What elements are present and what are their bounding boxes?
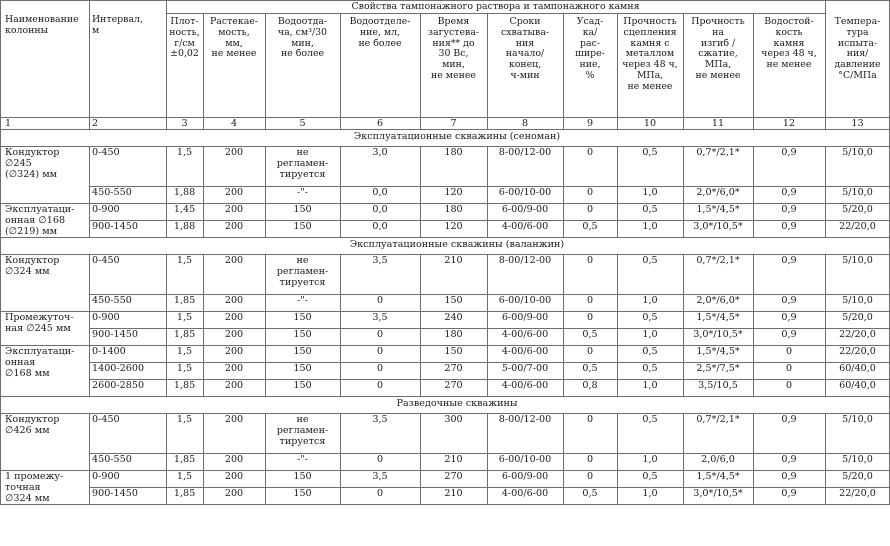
not-regulated-note: тируется (279, 435, 326, 447)
cell-value: 1,5 (176, 471, 193, 482)
cell-value: 0 (785, 363, 793, 374)
cell-value: 0,9 (781, 329, 797, 340)
cell-value: 200 (224, 488, 244, 499)
cell-value: 270 (444, 363, 463, 374)
cell-value: 0,5 (582, 488, 598, 499)
column-name: Эксплуатаци- (5, 346, 75, 357)
header-col-11: сжатие, (698, 48, 738, 60)
header-col-10: металлом (625, 48, 675, 60)
not-regulated-note: не (296, 414, 309, 425)
cell-value: 450-550 (92, 187, 132, 198)
cell-value: 0,0 (372, 221, 388, 232)
column-name: ∅168 мм (5, 367, 50, 379)
header-col-12: не менее (766, 59, 812, 71)
cell-value: 0 (376, 329, 384, 340)
cell-value: 900-1450 (92, 488, 138, 499)
header-col-3: г/см (174, 37, 195, 49)
cell-value: 900-1450 (92, 221, 138, 232)
cell-value: 6-00/9-00 (501, 312, 549, 323)
column-name: Кондуктор (5, 414, 60, 425)
cell-value: 0 (376, 454, 384, 465)
cell-value: 900-1450 (92, 329, 138, 340)
header-col-11: не менее (695, 70, 741, 81)
cell-value: 0-900 (92, 204, 120, 215)
cell-value: 5/10,0 (842, 255, 873, 266)
not-regulated-note: регламен- (276, 424, 329, 436)
header-col-12: кость (775, 26, 803, 38)
column-number: 2 (92, 117, 99, 129)
header-col-3: Плот- (170, 16, 199, 27)
cell-value: 1,0 (642, 187, 658, 198)
cell-value: 0,7*/2,1* (696, 147, 740, 158)
cell-value: 1,0 (642, 329, 658, 340)
cell-value: 6-00/10-00 (498, 295, 552, 306)
cell-value: 1,0 (642, 454, 658, 465)
cell-value: 0,9 (781, 488, 797, 499)
header-col-5: мин, (291, 37, 314, 49)
cell-value: 150 (444, 346, 463, 357)
cell-value: 6-00/9-00 (501, 204, 549, 215)
header-col-11: на (712, 26, 724, 38)
header-col-5: ча, см³/30 (277, 26, 328, 38)
cell-value: 2600-2850 (92, 380, 145, 391)
cell-value: 3,0 (372, 147, 388, 158)
cell-value: 0,5 (582, 329, 598, 340)
cell-value: 22/20,0 (839, 488, 876, 499)
cell-value: 0 (376, 346, 384, 357)
header-col-7: не менее (431, 70, 476, 81)
cell-value: 3,5 (372, 414, 388, 425)
header-col-6: ние, мл, (359, 26, 401, 38)
column-name: (∅219) мм (5, 225, 58, 237)
cell-value: 3,5 (372, 471, 388, 482)
header-col-5: не более (280, 48, 325, 60)
column-number: 11 (711, 117, 725, 129)
cell-value: 300 (444, 414, 463, 425)
cell-value: 0,5 (642, 363, 658, 374)
cell-value: 180 (444, 204, 463, 215)
cell-value: 200 (224, 363, 244, 374)
cell-value: 200 (224, 471, 244, 482)
header-col-10: не менее (627, 80, 673, 92)
cell-value: 200 (224, 295, 244, 306)
cell-value: 5/10,0 (842, 147, 873, 158)
header-col-13: ния/ (846, 48, 869, 60)
header-col-13: °С/МПа (838, 70, 877, 81)
cell-value: 0 (586, 204, 594, 215)
header-group-title: Свойства тампонажного раствора и тампонажного камня (351, 1, 640, 12)
column-name: онная ∅168 (5, 214, 66, 226)
cell-value: 5/20,0 (842, 312, 873, 323)
header-col-7: Время (437, 16, 470, 27)
cell-value: 1,5 (176, 414, 193, 425)
column-number: 10 (643, 117, 657, 129)
cell-value: 120 (444, 187, 463, 198)
cell-value: 0 (586, 295, 594, 306)
cell-value: 0-450 (92, 414, 120, 425)
cell-value: 0 (376, 363, 384, 374)
cell-value: 2,0*/6,0* (696, 187, 740, 198)
header-col-3: ±0,02 (170, 48, 199, 60)
column-number: 1 (5, 117, 12, 129)
cell-value: 0,9 (781, 221, 797, 232)
cell-value: 0 (586, 147, 594, 158)
cell-value: 4-00/6-00 (501, 221, 549, 232)
cell-value: 5-00/7-00 (501, 363, 549, 374)
cell-value: 200 (224, 187, 244, 198)
cell-value: 0,9 (781, 295, 797, 306)
cell-value: 0,9 (781, 147, 797, 158)
cell-value: 200 (224, 329, 244, 340)
header-col-9: ка/ (582, 26, 598, 38)
cell-value: 1,5*/4,5* (696, 471, 740, 482)
cell-value: 150 (444, 295, 463, 306)
header-col-3: ность, (169, 26, 200, 38)
cell-value: 22/20,0 (839, 221, 876, 232)
not-regulated-note: не (296, 147, 309, 158)
cell-value: 8-00/12-00 (498, 414, 552, 425)
cell-value: 1,5 (176, 147, 193, 158)
cell-value: 0,9 (781, 187, 797, 198)
header-col-13: испыта- (837, 37, 878, 49)
cell-value: 3,0*/10,5* (693, 221, 743, 232)
cell-value: 1,0 (642, 380, 658, 391)
cell-value: 22/20,0 (839, 329, 876, 340)
cell-value: 8-00/12-00 (498, 147, 552, 158)
cell-value: 0,5 (642, 204, 658, 215)
not-regulated-note: не (296, 255, 309, 266)
cell-value: 0 (376, 380, 384, 391)
column-number: 4 (230, 117, 238, 129)
cell-value: 210 (444, 488, 463, 499)
cell-value: 0,9 (781, 471, 797, 482)
cell-value: 0 (785, 346, 793, 357)
cell-value: 120 (444, 221, 463, 232)
not-regulated-note: тируется (279, 276, 326, 288)
cell-value: 0 (586, 454, 594, 465)
not-regulated-note: регламен- (276, 157, 329, 169)
cell-value: 240 (444, 312, 463, 323)
header-col-10: МПа, (636, 70, 664, 81)
column-name: ная ∅245 мм (5, 322, 71, 334)
cell-value: 0 (586, 346, 594, 357)
header-col-4: мм, (225, 37, 243, 49)
cell-value: 6-00/10-00 (498, 454, 552, 465)
cell-value: 210 (444, 454, 463, 465)
header-col-11: МПа, (704, 59, 732, 71)
header-col-12: Водостой- (764, 16, 814, 27)
header-col-9: ние, (579, 59, 601, 71)
cell-value: 0-450 (92, 255, 120, 266)
section-title: Эксплуатационные скважины (валанжин) (349, 239, 565, 250)
cell-value: 150 (293, 488, 312, 499)
header-col-11: изгиб / (700, 37, 736, 49)
cell-value: 0,5 (642, 414, 658, 425)
section-title: Эксплуатационные скважины (сеноман) (353, 131, 561, 142)
cell-value: 150 (293, 346, 312, 357)
cell-value: 150 (293, 471, 312, 482)
column-name: ∅245 (5, 157, 32, 169)
cell-value: 5/20,0 (842, 471, 873, 482)
column-number: 3 (181, 117, 188, 129)
header-col-10: Прочность (623, 16, 677, 27)
header-col-2: Интервал, (92, 14, 143, 25)
header-col-6: не более (358, 37, 402, 49)
cell-value: 5/10,0 (842, 295, 873, 306)
cell-value: 5/10,0 (842, 454, 873, 465)
column-name: (∅324) мм (5, 168, 58, 180)
cell-value: 4-00/6-00 (501, 488, 549, 499)
column-name: 1 промежу- (5, 471, 64, 482)
cell-value: 2,0/6,0 (701, 454, 735, 465)
cell-value: 1400-2600 (92, 363, 145, 374)
cell-value: 3,5 (372, 255, 388, 266)
cell-value: 180 (444, 147, 463, 158)
cell-value: 0 (376, 488, 384, 499)
cell-value: 200 (224, 454, 244, 465)
header-col-12: камня (773, 37, 805, 49)
cell-value: 1,5 (176, 255, 193, 266)
header-col-9: шире- (575, 48, 605, 60)
header-col-9: Усад- (576, 16, 604, 27)
cell-value: 0,5 (582, 363, 598, 374)
column-name: Кондуктор (5, 147, 60, 158)
cell-value: 0,9 (781, 414, 797, 425)
cell-value: 210 (444, 255, 463, 266)
cell-value: 0,5 (642, 471, 658, 482)
header-col-8: ния (515, 37, 535, 49)
cell-value: -"- (297, 454, 308, 465)
cell-value: 3,0*/10,5* (693, 488, 743, 499)
cell-value: 0 (586, 414, 594, 425)
cell-value: 1,85 (173, 488, 196, 499)
cell-value: 150 (293, 329, 312, 340)
column-number: 13 (851, 117, 864, 129)
cell-value: 2,0*/6,0* (696, 295, 740, 306)
cell-value: 22/20,0 (839, 346, 876, 357)
cell-value: 0,9 (781, 454, 797, 465)
cell-value: 2,5*/7,5* (696, 363, 740, 374)
column-name: ∅324 мм (5, 265, 50, 277)
column-name: Кондуктор (5, 255, 60, 266)
cell-value: 0,5 (642, 255, 658, 266)
cell-value: 6-00/9-00 (501, 471, 549, 482)
cell-value: 0,5 (642, 312, 658, 323)
cell-value: 0 (586, 255, 594, 266)
cell-value: 1,85 (173, 295, 196, 306)
header-col-13: тура (846, 26, 869, 38)
cell-value: 0,7*/2,1* (696, 414, 740, 425)
cell-value: 0-900 (92, 312, 120, 323)
cell-value: 5/10,0 (842, 414, 873, 425)
cell-value: 1,88 (173, 187, 196, 198)
cell-value: -"- (297, 187, 308, 198)
header-col-7: ния** до (432, 37, 475, 49)
header-col-10: через 48 ч, (622, 59, 678, 71)
cell-value: 150 (293, 221, 312, 232)
cell-value: 150 (293, 312, 312, 323)
header-col-4: не менее (211, 48, 257, 60)
header-col-9: % (585, 70, 595, 81)
cell-value: 450-550 (92, 454, 132, 465)
column-number: 7 (450, 117, 457, 129)
header-col-10: камня с (630, 37, 670, 49)
header-col-10: сцепления (623, 26, 677, 38)
header-col-8: схватыва- (500, 26, 550, 38)
cell-value: 150 (293, 380, 312, 391)
cell-value: 1,0 (642, 488, 658, 499)
cell-value: -"- (297, 295, 308, 306)
cell-value: 270 (444, 471, 463, 482)
column-name: ∅324 мм (5, 492, 50, 504)
cell-value: 0,9 (781, 312, 797, 323)
header-col-7: мин, (442, 59, 465, 71)
header-col-4: мость, (218, 26, 250, 38)
cell-value: 200 (224, 312, 244, 323)
header-col-2: м (92, 24, 100, 36)
cell-value: 1,5 (176, 346, 193, 357)
header-col-7: 30 Вс, (438, 48, 469, 60)
cell-value: 0,5 (642, 147, 658, 158)
cell-value: 3,0*/10,5* (693, 329, 743, 340)
column-name: Промежуточ- (5, 312, 74, 323)
header-col-13: давление (834, 59, 881, 71)
cell-value: 0 (376, 295, 384, 306)
cell-value: 200 (224, 346, 244, 357)
not-regulated-note: тируется (279, 168, 326, 180)
cell-value: 0,5 (642, 346, 658, 357)
cell-value: 1,5 (176, 363, 193, 374)
cell-value: 4-00/6-00 (501, 346, 549, 357)
cell-value: 0 (785, 380, 793, 391)
cell-value: 60/40,0 (839, 380, 876, 391)
cell-value: 200 (224, 147, 244, 158)
header-col-12: через 48 ч, (761, 48, 817, 60)
cell-value: 0 (586, 471, 594, 482)
cell-value: 1,85 (173, 380, 196, 391)
column-name: Эксплуатаци- (5, 204, 75, 215)
column-number: 6 (376, 117, 384, 129)
cell-value: 0-450 (92, 147, 120, 158)
section-title: Разведочные скважины (396, 398, 518, 409)
cell-value: 0,0 (372, 204, 388, 215)
cell-value: 0-1400 (92, 346, 126, 357)
header-col-9: рас- (579, 37, 600, 49)
cell-value: 1,45 (173, 204, 196, 215)
header-col-5: Водоотда- (277, 16, 328, 27)
cell-value: 5/10,0 (842, 187, 873, 198)
cell-value: 1,5*/4,5* (696, 204, 740, 215)
cell-value: 0 (586, 312, 594, 323)
column-name: онная (5, 356, 36, 368)
cell-value: 4-00/6-00 (501, 329, 549, 340)
cell-value: 0 (586, 187, 594, 198)
header-col-11: Прочность (691, 16, 745, 27)
header-col-8: конец, (508, 59, 542, 71)
cell-value: 270 (444, 380, 463, 391)
cell-value: 0-900 (92, 471, 120, 482)
cell-value: 1,5*/4,5* (696, 312, 740, 323)
cell-value: 200 (224, 221, 244, 232)
cell-value: 180 (444, 329, 463, 340)
cell-value: 6-00/10-00 (498, 187, 552, 198)
cell-value: 200 (224, 380, 244, 391)
cell-value: 0,7*/2,1* (696, 255, 740, 266)
cell-value: 0,5 (582, 221, 598, 232)
cell-value: 3,5/10,5 (698, 380, 738, 391)
header-col-6: Водоотделе- (349, 16, 411, 27)
cell-value: 1,0 (642, 221, 658, 232)
cell-value: 1,85 (173, 454, 196, 465)
cell-value: 5/20,0 (842, 204, 873, 215)
cell-value: 150 (293, 204, 312, 215)
cell-value: 0,9 (781, 204, 797, 215)
cell-value: 1,88 (173, 221, 196, 232)
cell-value: 200 (224, 204, 244, 215)
header-col-8: начало/ (505, 48, 545, 60)
column-name: ∅426 мм (5, 424, 50, 436)
cell-value: 4-00/6-00 (501, 380, 549, 391)
header-col-8: Сроки (509, 16, 541, 27)
column-number: 8 (521, 117, 529, 129)
cell-value: 1,85 (173, 329, 196, 340)
cell-value: 200 (224, 255, 244, 266)
cell-value: 0,0 (372, 187, 388, 198)
header-col-7: загустева- (427, 26, 480, 38)
cell-value: 8-00/12-00 (498, 255, 552, 266)
column-number: 9 (586, 117, 594, 129)
header-col-8: ч-мин (510, 70, 540, 81)
column-number: 5 (299, 117, 306, 129)
cell-value: 1,5*/4,5* (696, 346, 740, 357)
column-name: точная (5, 481, 41, 493)
header-col-1: Наименование (5, 14, 79, 25)
header-col-1: колонны (5, 24, 49, 36)
cell-value: 200 (224, 414, 244, 425)
column-number: 12 (782, 117, 796, 129)
cell-value: 1,5 (176, 312, 193, 323)
header-col-13: Темпера- (834, 16, 881, 27)
header-col-4: Растекае- (209, 16, 259, 27)
cell-value: 0,8 (582, 380, 598, 391)
cell-value: 3,5 (372, 312, 388, 323)
cell-value: 150 (293, 363, 312, 374)
cell-value: 0,9 (781, 255, 797, 266)
cell-value: 1,0 (642, 295, 658, 306)
cell-value: 450-550 (92, 295, 132, 306)
cell-value: 60/40,0 (839, 363, 876, 374)
not-regulated-note: регламен- (276, 265, 329, 277)
